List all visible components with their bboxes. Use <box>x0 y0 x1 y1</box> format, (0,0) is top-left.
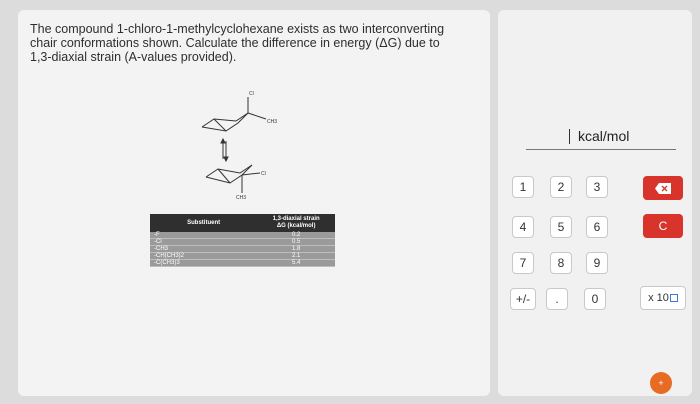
table-row: -CH3 1.8 <box>150 246 335 253</box>
key-8[interactable]: 8 <box>550 252 572 274</box>
help-button[interactable]: + <box>650 372 672 394</box>
bottom-equatorial-label: Cl <box>261 171 266 177</box>
key-1[interactable]: 1 <box>512 176 534 198</box>
key-9[interactable]: 9 <box>586 252 608 274</box>
equilibrium-arrows-icon <box>221 139 228 161</box>
top-equatorial-label: CH3 <box>267 119 278 125</box>
delete-button[interactable] <box>643 176 683 200</box>
key-7[interactable]: 7 <box>512 252 534 274</box>
question-text: The compound 1-chloro-1-methylcyclohexane exists as two interconverting chair conformations shown. Calculate the difference in energy (ΔG) due to 1,3-diaxial strain (A-values provided). <box>30 22 445 64</box>
top-chair <box>202 97 266 131</box>
table-row: -Cl 0.5 <box>150 239 335 246</box>
key-3[interactable]: 3 <box>586 176 608 198</box>
bottom-chair <box>206 165 260 193</box>
key-0[interactable]: 0 <box>584 288 606 310</box>
answer-input[interactable] <box>526 126 568 146</box>
key-5[interactable]: 5 <box>550 216 572 238</box>
clear-button[interactable]: C <box>643 214 683 238</box>
table-row: -CH(CH3)2 2.1 <box>150 253 335 260</box>
table-header-value: 1,3-diaxial strain ΔG (kcal/mol) <box>257 214 335 232</box>
backspace-icon <box>655 183 671 194</box>
times-ten-button[interactable]: x 10 <box>640 286 686 310</box>
a-values-table <box>150 214 335 267</box>
key-2[interactable]: 2 <box>550 176 572 198</box>
key-decimal[interactable]: . <box>546 288 568 310</box>
table-row: -C(CH3)3 5.4 <box>150 260 335 267</box>
key-4[interactable]: 4 <box>512 216 534 238</box>
text-caret <box>569 129 570 144</box>
answer-underline <box>526 149 676 150</box>
key-plus-minus[interactable]: +/- <box>510 288 536 310</box>
exponent-box-icon <box>670 294 678 302</box>
table-row: -F 0.2 <box>150 232 335 239</box>
chair-conformations-diagram <box>180 85 300 215</box>
table-header-substituent: Substituent <box>150 214 257 232</box>
bottom-axial-label: CH3 <box>236 195 247 201</box>
answer-panel <box>498 10 692 396</box>
unit-label: kcal/mol <box>578 128 630 144</box>
top-axial-label: Cl <box>249 91 254 97</box>
key-6[interactable]: 6 <box>586 216 608 238</box>
